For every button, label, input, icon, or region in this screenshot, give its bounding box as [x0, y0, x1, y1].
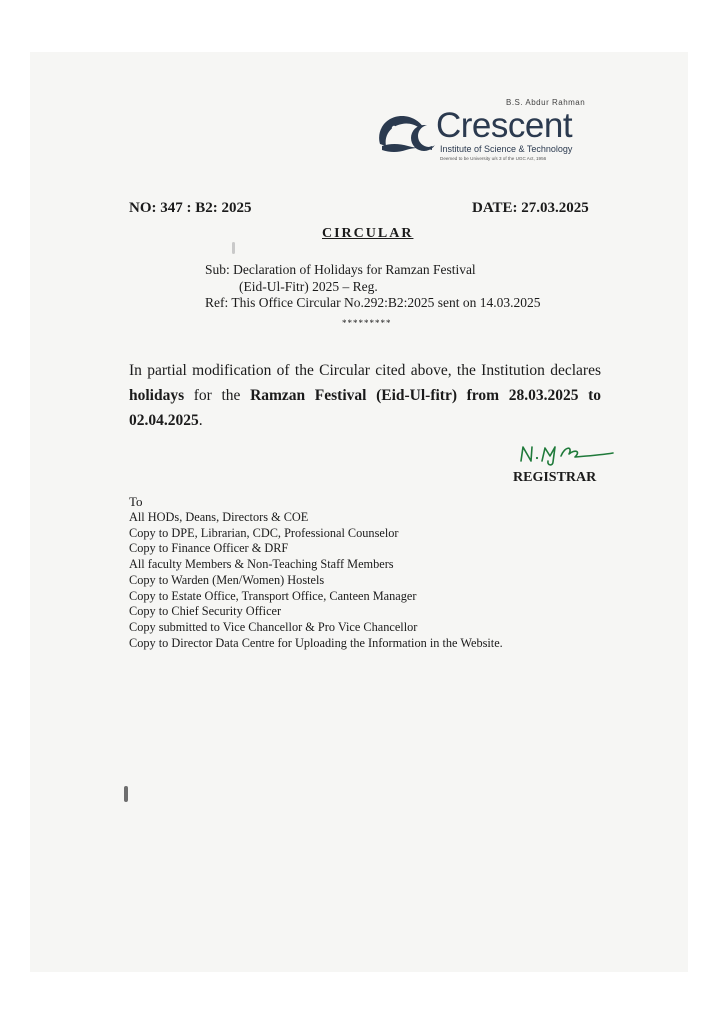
distribution-item: Copy to Finance Officer & DRF: [129, 541, 289, 556]
circular-body: [129, 358, 601, 433]
logo-institution-line: B.S. Abdur Rahman: [506, 98, 586, 107]
body-text-festival-dates: Ramzan Festival (Eid-Ul-fitr) from 28.03.2025 to 02.04.2025: [129, 387, 602, 429]
registrar-signature: [517, 441, 617, 467]
distribution-item: Copy to Chief Security Officer: [129, 604, 282, 619]
brand-fine-print: Deemed to be University u/s 3 of the UGC Act, 1956: [440, 156, 547, 161]
distribution-list: [129, 510, 503, 651]
circular-title: CIRCULAR: [322, 226, 414, 241]
signatory-title: REGISTRAR: [513, 470, 597, 485]
subject-line: Sub: Declaration of Holidays for Ramzan Festival: [205, 262, 476, 277]
distribution-item: Copy submitted to Vice Chancellor & Pro Vice Chancellor: [129, 619, 418, 634]
distribution-item: Copy to Warden (Men/Women) Hostels: [129, 572, 325, 587]
distribution-item: All HODs, Deans, Directors & COE: [129, 510, 309, 524]
distribution-item: Copy to DPE, Librarian, CDC, Professional Counselor: [129, 525, 399, 540]
body-text-end: .: [198, 412, 203, 429]
crescent-logo: [374, 98, 604, 178]
scan-mark: [124, 786, 128, 802]
distribution-item: Copy to Estate Office, Transport Office, Canteen Manager: [129, 588, 417, 603]
distribution-item: Copy to Director Data Centre for Uploading the Information in the Website.: [129, 635, 503, 650]
body-text-intro: In partial modification of the Circular cited above, the Institution declares: [129, 362, 601, 379]
scan-speck: [232, 242, 235, 254]
crescent-emblem-icon: [374, 108, 438, 154]
brand-name: Crescent: [436, 106, 573, 145]
circular-number: NO: 347 : B2: 2025: [129, 200, 252, 216]
reference-line: Ref: This Office Circular No.292:B2:2025 sent on 14.03.2025: [205, 295, 541, 310]
body-text-holidays: holidays: [129, 387, 185, 404]
subject-line-continued: (Eid-Ul-Fitr) 2025 – Reg.: [239, 279, 378, 294]
distribution-item: All faculty Members & Non-Teaching Staff Members: [129, 557, 394, 572]
circular-date: DATE: 27.03.2025: [472, 200, 589, 216]
brand-subtitle: Institute of Science & Technology: [440, 144, 573, 154]
body-text-middle: for the: [184, 387, 251, 404]
distribution-to-label: To: [129, 494, 143, 509]
separator-stars: *********: [342, 318, 392, 328]
